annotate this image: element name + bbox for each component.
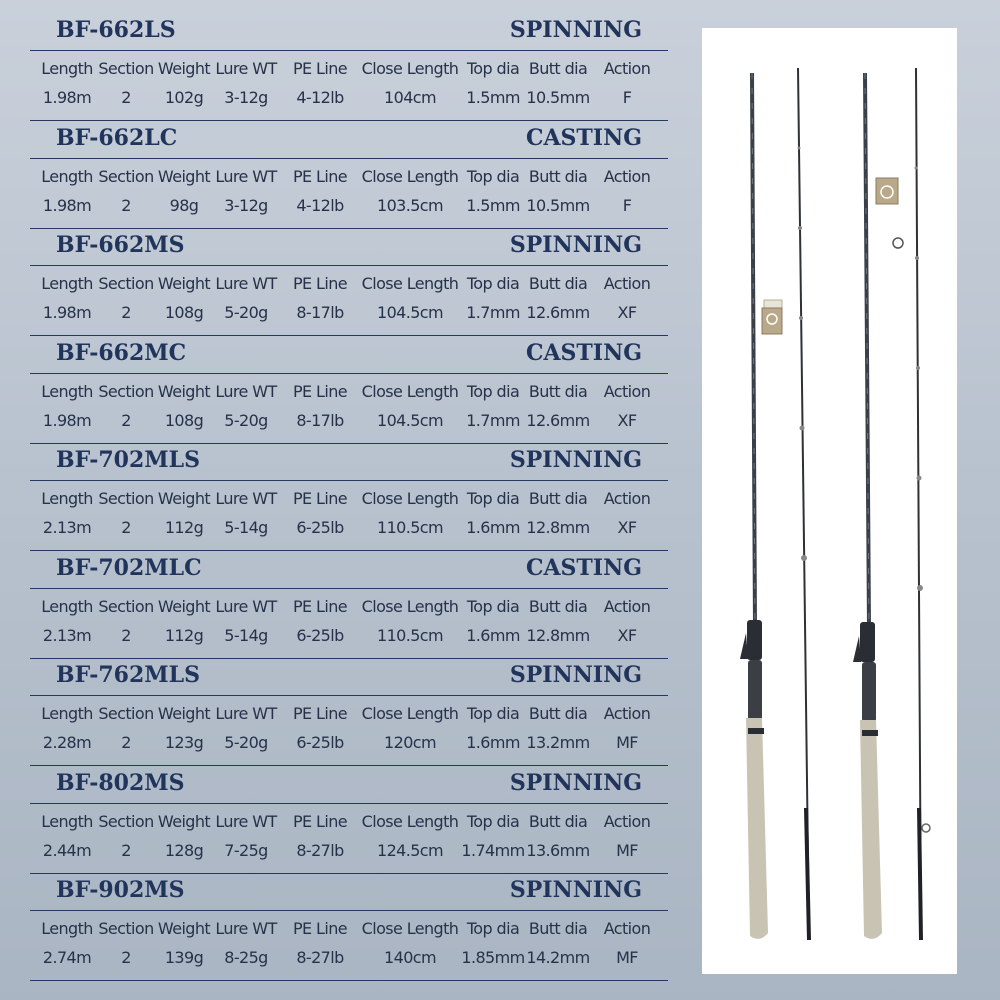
model-block <box>30 14 668 122</box>
column-header: Action <box>603 489 651 508</box>
column-header: Top dia <box>466 166 520 186</box>
spec-value: 1.98m <box>42 88 92 107</box>
spec-value: 1.5mm <box>466 195 520 215</box>
model-header <box>30 659 668 696</box>
column-header: Lure WT <box>215 811 277 831</box>
spec-value: 120cm <box>384 733 436 752</box>
model-block <box>30 229 668 337</box>
model-header <box>30 337 668 374</box>
spec-value: XF <box>617 303 637 322</box>
spec-value: 6-25lb <box>296 733 344 752</box>
spec-value: 6-25lb <box>296 625 344 645</box>
model-header <box>30 552 668 589</box>
model-block <box>30 552 668 660</box>
spec-value: 5-14g <box>224 518 268 537</box>
spec-table <box>30 266 668 336</box>
column-header: Length <box>41 166 93 186</box>
spec-value: 2 <box>121 948 131 967</box>
spec-value: F <box>622 195 632 215</box>
spec-table <box>30 804 668 874</box>
spec-value: 140cm <box>384 948 436 967</box>
column-header: PE Line <box>293 381 347 401</box>
column-header: Action <box>603 274 651 293</box>
column-header: Lure WT <box>215 704 277 723</box>
spec-value: 2.13m <box>42 625 92 645</box>
spec-value: 1.7mm <box>466 303 520 322</box>
column-header: Top dia <box>466 704 520 723</box>
column-header: Close Length <box>361 274 459 293</box>
model-name: BF-762MLS <box>56 662 200 688</box>
model-type: SPINNING <box>509 769 642 796</box>
column-header: Section <box>98 919 154 938</box>
column-header: Butt dia <box>528 274 588 293</box>
spec-value: 12.8mm <box>526 518 590 537</box>
spec-sheet <box>30 14 668 982</box>
spec-value: 110.5cm <box>377 518 443 537</box>
column-header: Weight <box>157 489 211 508</box>
spec-table <box>30 696 668 766</box>
column-header: Lure WT <box>215 919 277 938</box>
rod-casting-left <box>740 73 768 939</box>
column-header: Top dia <box>466 811 520 831</box>
model-name: BF-662LC <box>56 124 178 151</box>
spec-value: XF <box>617 518 637 537</box>
spec-value: 5-14g <box>224 625 268 645</box>
spec-value: 6-25lb <box>296 518 344 537</box>
model-type: SPINNING <box>509 662 642 688</box>
spec-table <box>30 589 668 659</box>
spec-value: 103.5cm <box>377 195 443 215</box>
spec-value: 13.2mm <box>526 733 590 752</box>
spec-value: 8-17lb <box>296 410 344 430</box>
spec-value: XF <box>617 625 637 645</box>
column-header: Length <box>41 919 93 938</box>
spec-value: 124.5cm <box>377 840 443 860</box>
model-type: SPINNING <box>509 232 642 258</box>
column-header: Section <box>98 274 154 293</box>
column-header: Close Length <box>361 381 459 401</box>
spec-value: 112g <box>164 518 204 537</box>
spec-value: 10.5mm <box>526 88 590 107</box>
column-header: Weight <box>157 274 211 293</box>
column-header: PE Line <box>293 811 347 831</box>
column-header: Section <box>98 596 154 616</box>
column-header: Length <box>41 59 93 78</box>
spec-value: 1.5mm <box>466 88 520 107</box>
model-type: SPINNING <box>509 447 642 473</box>
column-header: Close Length <box>361 166 459 186</box>
rod-tip-section-right <box>915 68 931 940</box>
column-header: Length <box>41 489 93 508</box>
column-header: Top dia <box>466 274 520 293</box>
spec-table <box>30 481 668 551</box>
hang-tag-left <box>762 300 782 334</box>
spec-value: 123g <box>164 733 204 752</box>
spec-value: 12.6mm <box>526 410 590 430</box>
model-header <box>30 874 668 911</box>
column-header: Weight <box>157 166 211 186</box>
column-header: Top dia <box>466 381 520 401</box>
spec-value: 108g <box>164 410 204 430</box>
spec-value: 2 <box>121 518 131 537</box>
model-header <box>30 767 668 804</box>
model-name: BF-702MLS <box>56 447 200 473</box>
spec-value: 8-25g <box>224 948 268 967</box>
column-header: Butt dia <box>528 166 588 186</box>
spec-value: 1.6mm <box>466 733 520 752</box>
spec-value: 1.85mm <box>461 948 525 967</box>
spec-value: MF <box>616 840 638 860</box>
column-header: Lure WT <box>215 274 277 293</box>
column-header: Length <box>41 381 93 401</box>
hang-tag-right <box>876 178 903 248</box>
spec-value: 104.5cm <box>377 303 443 322</box>
spec-value: 1.98m <box>42 410 92 430</box>
spec-table <box>30 374 668 444</box>
model-type: SPINNING <box>509 17 642 43</box>
spec-value: 5-20g <box>224 303 268 322</box>
column-header: Section <box>98 489 154 508</box>
spec-value: 3-12g <box>224 195 268 215</box>
product-photo <box>702 28 957 974</box>
column-header: Weight <box>157 811 211 831</box>
spec-table <box>30 51 668 121</box>
column-header: Top dia <box>466 596 520 616</box>
model-block <box>30 444 668 552</box>
spec-value: XF <box>617 410 637 430</box>
spec-value: 1.98m <box>42 303 92 322</box>
spec-value: 2 <box>121 733 131 752</box>
spec-value: 12.8mm <box>526 625 590 645</box>
model-header <box>30 122 668 159</box>
model-name: BF-662MS <box>56 232 185 258</box>
spec-value: 2.44m <box>42 840 92 860</box>
column-header: Lure WT <box>215 596 277 616</box>
column-header: Weight <box>157 704 211 723</box>
spec-value: 104.5cm <box>377 410 443 430</box>
column-header: Length <box>41 274 93 293</box>
fishing-rods-illustration <box>702 28 957 974</box>
column-header: Butt dia <box>528 704 588 723</box>
spec-value: 2 <box>121 625 131 645</box>
column-header: Length <box>41 596 93 616</box>
column-header: Section <box>98 166 154 186</box>
column-header: Close Length <box>361 704 459 723</box>
model-type: CASTING <box>525 339 642 366</box>
column-header: PE Line <box>293 919 347 938</box>
model-block <box>30 659 668 767</box>
spec-value: 102g <box>164 88 204 107</box>
column-header: Action <box>603 166 651 186</box>
column-header: Section <box>98 381 154 401</box>
spec-value: 7-25g <box>224 840 268 860</box>
column-header: Section <box>98 59 154 78</box>
column-header: PE Line <box>293 596 347 616</box>
spec-value: MF <box>616 733 638 752</box>
column-header: Action <box>603 596 651 616</box>
column-header: Lure WT <box>215 166 277 186</box>
spec-value: 8-27lb <box>296 948 344 967</box>
spec-value: 5-20g <box>224 733 268 752</box>
column-header: Close Length <box>361 919 459 938</box>
model-block <box>30 874 668 982</box>
column-header: Section <box>98 704 154 723</box>
spec-value: 1.6mm <box>466 625 520 645</box>
spec-value: 128g <box>164 840 204 860</box>
column-header: Lure WT <box>215 381 277 401</box>
column-header: Lure WT <box>215 59 277 78</box>
column-header: Weight <box>157 381 211 401</box>
spec-value: 2.13m <box>42 518 92 537</box>
column-header: PE Line <box>293 489 347 508</box>
spec-value: 108g <box>164 303 204 322</box>
model-type: CASTING <box>525 124 642 151</box>
spec-value: 1.98m <box>42 195 92 215</box>
spec-value: 2 <box>121 840 131 860</box>
column-header: Weight <box>157 596 211 616</box>
spec-value: 110.5cm <box>377 625 443 645</box>
column-header: Length <box>41 811 93 831</box>
spec-value: 4-12lb <box>296 195 344 215</box>
model-header <box>30 444 668 481</box>
model-name: BF-702MLC <box>56 554 202 581</box>
spec-value: 2 <box>121 88 131 107</box>
column-header: Butt dia <box>528 59 588 78</box>
column-header: Butt dia <box>528 381 588 401</box>
spec-value: 1.7mm <box>466 410 520 430</box>
model-name: BF-902MS <box>56 877 185 903</box>
column-header: Action <box>603 811 651 831</box>
spec-value: 12.6mm <box>526 303 590 322</box>
column-header: Close Length <box>361 489 459 508</box>
spec-value: 14.2mm <box>526 948 590 967</box>
column-header: PE Line <box>293 274 347 293</box>
spec-table <box>30 159 668 229</box>
model-type: CASTING <box>525 554 642 581</box>
spec-table <box>30 911 668 981</box>
spec-value: 98g <box>169 195 199 215</box>
spec-value: 1.74mm <box>461 840 525 860</box>
column-header: Lure WT <box>215 489 277 508</box>
column-header: Top dia <box>466 919 520 938</box>
model-block <box>30 337 668 445</box>
column-header: Action <box>603 919 651 938</box>
column-header: Close Length <box>361 811 459 831</box>
column-header: PE Line <box>293 704 347 723</box>
spec-value: 4-12lb <box>296 88 344 107</box>
spec-value: 2.28m <box>42 733 92 752</box>
column-header: Section <box>98 811 154 831</box>
model-name: BF-662LS <box>56 17 176 43</box>
spec-value: 8-17lb <box>296 303 344 322</box>
spec-value: 112g <box>164 625 204 645</box>
model-block <box>30 122 668 230</box>
spec-value: 2 <box>121 195 131 215</box>
column-header: Top dia <box>466 59 520 78</box>
model-header <box>30 14 668 51</box>
column-header: Top dia <box>466 489 520 508</box>
model-block <box>30 767 668 875</box>
model-name: BF-662MC <box>56 339 187 366</box>
spec-value: 1.6mm <box>466 518 520 537</box>
spec-value: 2 <box>121 410 131 430</box>
spec-value: 139g <box>164 948 204 967</box>
column-header: Close Length <box>361 59 459 78</box>
spec-value: 10.5mm <box>526 195 590 215</box>
column-header: Weight <box>157 59 211 78</box>
model-type: SPINNING <box>509 877 642 903</box>
column-header: Action <box>603 704 651 723</box>
column-header: Butt dia <box>528 596 588 616</box>
spec-value: MF <box>616 948 638 967</box>
column-header: Butt dia <box>528 919 588 938</box>
column-header: Action <box>603 59 651 78</box>
rod-tip-section-left <box>798 68 810 940</box>
spec-value: F <box>622 88 632 107</box>
model-header <box>30 229 668 266</box>
column-header: Butt dia <box>528 489 588 508</box>
column-header: PE Line <box>293 166 347 186</box>
column-header: Butt dia <box>528 811 588 831</box>
column-header: Weight <box>157 919 211 938</box>
spec-value: 13.6mm <box>526 840 590 860</box>
column-header: PE Line <box>293 59 347 78</box>
spec-value: 2 <box>121 303 131 322</box>
spec-value: 2.74m <box>42 948 92 967</box>
spec-value: 5-20g <box>224 410 268 430</box>
spec-value: 104cm <box>384 88 436 107</box>
column-header: Close Length <box>361 596 459 616</box>
spec-value: 8-27lb <box>296 840 344 860</box>
column-header: Length <box>41 704 93 723</box>
spec-value: 3-12g <box>224 88 268 107</box>
model-name: BF-802MS <box>56 769 185 796</box>
column-header: Action <box>603 381 651 401</box>
